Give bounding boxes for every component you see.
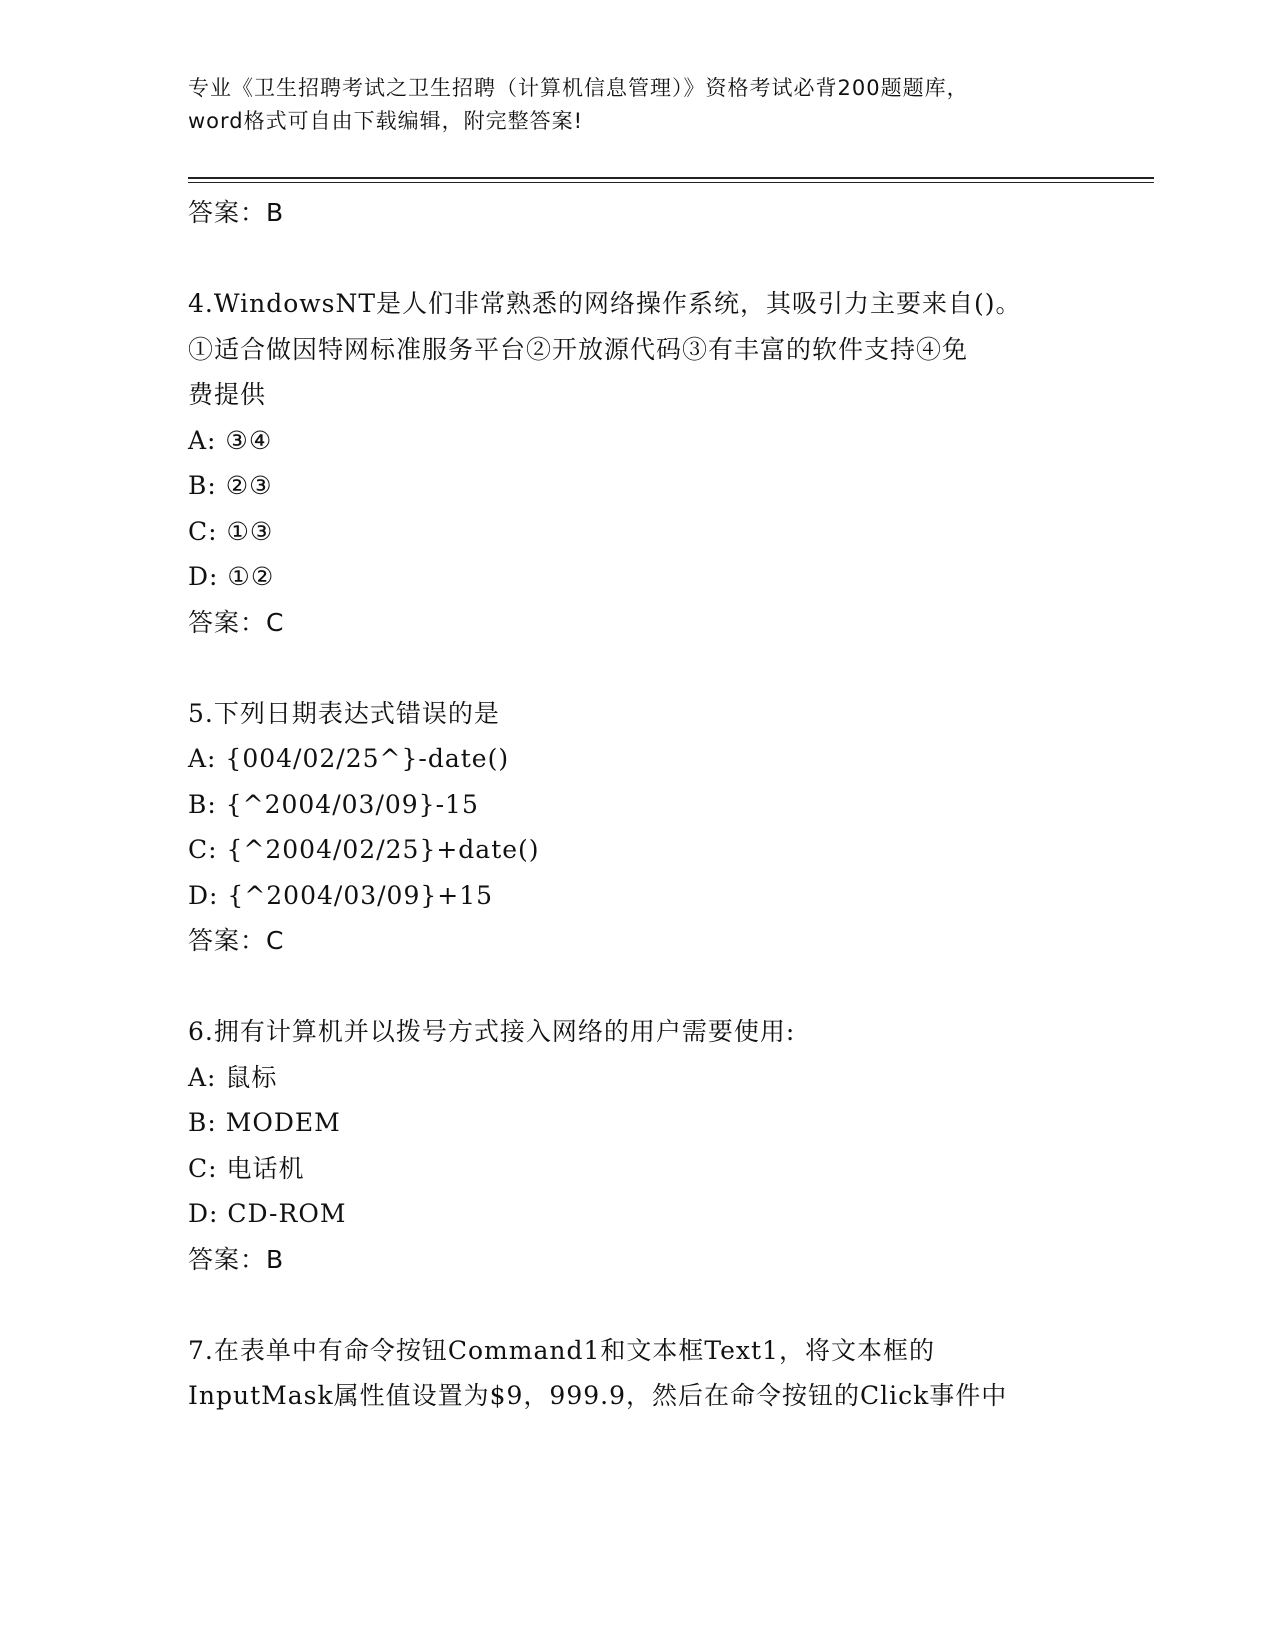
question-text-line: 6.拥有计算机并以拨号方式接入网络的用户需要使用:: [188, 1017, 796, 1046]
option-d: D: CD-ROM: [188, 1199, 347, 1228]
option-c: C: {^2004/02/25}+date(): [188, 835, 540, 864]
header-line-2: word格式可自由下载编辑，附完整答案!: [188, 109, 584, 133]
option-b: B: MODEM: [188, 1108, 341, 1137]
option-a: A: {004/02/25^}-date(): [188, 744, 510, 773]
question-text-line: 4.WindowsNT是人们非常熟悉的网络操作系统，其吸引力主要来自()。: [188, 289, 1022, 318]
answer: 答案：C: [188, 926, 285, 955]
answer-previous: 答案：B: [188, 198, 285, 227]
header-line-1: 专业《卫生招聘考试之卫生招聘（计算机信息管理）》资格考试必背200题题库，: [188, 76, 969, 100]
question-text-line: 费提供: [188, 380, 267, 409]
question-text-line: InputMask属性值设置为$9，999.9，然后在命令按钮的Click事件中: [188, 1381, 1008, 1410]
spacer: [188, 645, 1088, 691]
spacer: [188, 1282, 1088, 1328]
option-c: C: ①③: [188, 516, 274, 546]
option-c: C: 电话机: [188, 1153, 305, 1183]
header-divider-thin: [188, 182, 1154, 183]
question-text-line: ①适合做因特网标准服务平台②开放源代码③有丰富的软件支持④免: [188, 334, 969, 364]
document-body: [188, 190, 1088, 1419]
option-a: A: ③④: [188, 425, 273, 455]
option-b: B: {^2004/03/09}-15: [188, 789, 479, 819]
option-b: B: ②③: [188, 471, 273, 500]
question-text-line: 7.在表单中有命令按钮Command1和文本框Text1，将文本框的: [188, 1335, 935, 1365]
question-text-line: 5.下列日期表达式错误的是: [188, 698, 500, 728]
option-d: D: ①②: [188, 562, 275, 591]
header-divider-thick: [188, 177, 1154, 179]
spacer: [188, 236, 1088, 282]
question-4: [188, 281, 1088, 645]
option-d: D: {^2004/03/09}+15: [188, 880, 494, 910]
document-header: [188, 72, 1088, 138]
question-7: [188, 1328, 1088, 1419]
option-a: A: 鼠标: [188, 1062, 278, 1092]
question-6: [188, 1009, 1088, 1282]
spacer: [188, 964, 1088, 1010]
answer: 答案：C: [188, 607, 285, 637]
question-5: [188, 691, 1088, 964]
answer: 答案：B: [188, 1244, 285, 1274]
